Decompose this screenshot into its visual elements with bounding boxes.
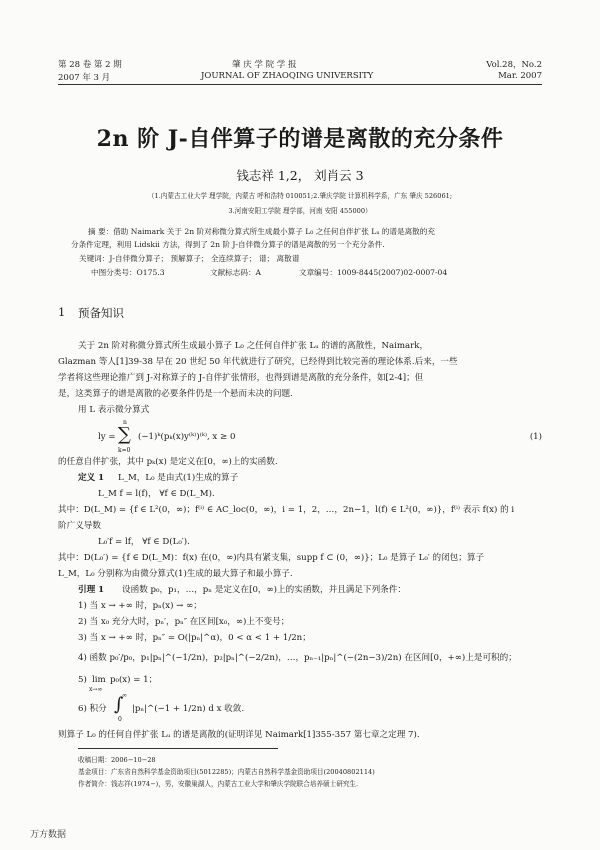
abstract-line-2: 分条件定理，利用 Lidskii 方法，得到了 2n 阶 J-自伴微分算子的谱是离散的另一个充分条件. (71, 240, 385, 249)
intro-line-4: 是，这类算子的谱是离散的必要条件仍是一个悬而未决的问题. (58, 389, 293, 399)
after-equation-text: 的任意自伴扩张，其中 pₖ(x) 是定义在[0，∞)上的实函数. (58, 457, 278, 467)
intro-line-1: 关于 2n 阶对称微分算式所生成最小算子 L₀ 之任何自伴扩张 Lᵤ 的谱的离散性，Naimark， (78, 341, 429, 351)
abstract-line-1: 摘 要：借助 Naimark 关于 2n 阶对称微分算式所生成最小算子 L₀ 之任何自伴扩张 Lᵤ 的谱是离散的充 (88, 227, 435, 236)
affiliation-line-2: 3.河南安阳工学院 理学部，河南 安阳 455000） (228, 207, 372, 215)
intro-line-2: Glazman 等人[1]39-38 早在 20 世纪 50 年代就进行了研究，已经得到比较完善的理论体系.后来，一些 (58, 357, 458, 367)
equation-sum-upper: n (123, 419, 127, 426)
integral-sign: ∫ (114, 694, 124, 715)
equation-sigma: ∑ (118, 424, 131, 445)
journal-name-en: JOURNAL OF ZHAOQING UNIVERSITY (201, 71, 374, 81)
wanfang-watermark: 万方数据 (30, 830, 67, 840)
integral-lower-limit: 0 (118, 716, 122, 723)
lemma-condition-4: 4) 函数 p₀′/p₀，p₁|pₙ|^(−1/2n)，p₂|pₙ|^(−2/2n)，…，pₙ₋₁|pₙ|^(−(2n−3)/2n) 在区间[0，+∞)上是可积的； (78, 653, 517, 663)
volume-issue-en: Vol.28，No.2 (486, 60, 542, 70)
limit-operator: lim (92, 675, 106, 685)
lemma-condition-6-label: 6) 积分 (78, 704, 107, 714)
lemma-text: 设函数 p₀，p₁，…，pₙ 是定义在[0，∞)上的实函数，并且满足下列条件： (122, 585, 406, 595)
definition-line-7: L_M，L₀ 分别称为由微分算式(1)生成的最大算子和最小算子. (58, 569, 293, 579)
equation-sum-lower: k=0 (118, 447, 131, 454)
intro-line-3: 学者将这些理论推广到 J-对称算子的 J-自伴扩张情形，也得到谱是离散的充分条件，如[2-4]；但 (58, 373, 424, 383)
equation-number: (1) (529, 432, 542, 442)
equation-term: (−1)ᵏ(pₖ(x)y⁽ᵏ⁾)⁽ᵏ⁾, x ≥ 0 (138, 432, 236, 442)
definition-line-6: 其中：D(L₀′) = {f ∈ D(L_M)：f(x) 在(0，∞)内具有紧支集，supp f ⊂ (0，∞)}；L₀ 是算子 L₀′ 的闭包；算子 (58, 553, 485, 563)
definition-line-2: L_M f = l(f)， ∀f ∈ D(L_M). (98, 489, 215, 499)
journal-name-cn: 肇 庆 学 院 学 报 (232, 60, 297, 70)
affiliation-line-1: （1.内蒙古工业大学 理学院，内蒙古 呼和浩特 010051;2.肇庆学院 计算机科学系，广东 肇庆 526061; (147, 192, 453, 200)
lemma-condition-5-text: p₀(x) = 1； (110, 675, 158, 685)
lemma-conclusion: 则算子 L₀ 的任何自伴扩张 Lᵤ 的谱是离散的(证明详见 Naimark[1]355-357 第七章之定理 7). (58, 730, 420, 740)
volume-issue-cn: 第 28 卷 第 2 期 (58, 60, 122, 70)
definition-line-4: 阶广义导数 (58, 521, 101, 531)
integral-upper-limit: ∞ (122, 692, 127, 699)
date-en: Mar. 2007 (498, 71, 542, 81)
footnote-rule (78, 748, 278, 749)
footnote-fund: 基金项目：广东省自然科学基金资助项目(5012285)；内蒙古自然科学基金资助项目(20040802114) (78, 768, 375, 776)
article-number: 文章编号：1009-8445(2007)02-0007-04 (299, 268, 448, 277)
lemma-label: 引理 1 (78, 585, 105, 595)
date-cn: 2007 年 3 月 (58, 73, 111, 83)
footnote-author: 作者简介：钱志祥(1974−)，男，安徽巢湖人，内蒙古工业大学和肇庆学院联合培养硕士研究生. (78, 780, 359, 788)
clc-number: 中图分类号：O175.3 (91, 268, 165, 277)
footnote-received: 收稿日期：2006−10−28 (78, 756, 156, 764)
header-rule (58, 84, 542, 85)
lemma-condition-5-label: 5) (78, 675, 87, 685)
limit-subscript: x→∞ (89, 686, 103, 693)
lemma-condition-1: 1) 当 x → +∞ 时，pₙ(x) → ∞； (78, 601, 202, 611)
document-code: 文献标志码：A (210, 268, 262, 277)
lemma-condition-2: 2) 当 x₀ 充分大时，pₙ′，pₙ″ 在区间[x₀，∞)上不变号； (78, 617, 290, 627)
definition-label: 定义 1 (78, 473, 105, 483)
section-title: 预备知识 (78, 306, 124, 320)
authors: 钱志祥 1,2， 刘肖云 3 (236, 168, 364, 183)
intro-line-5: 用 L 表示微分算式 (78, 405, 150, 415)
lemma-condition-6-text: |pₙ|^(−1 + 1/2n) d x 收敛. (132, 704, 245, 714)
lemma-condition-3: 3) 当 x → +∞ 时，pₙ″ = O(|pₙ|^α)，0 < α < 1 + 1/2n； (78, 633, 311, 643)
definition-line-3: 其中：D(L_M) = {f ∈ L²(0，∞)；f⁽ⁱ⁾ ∈ AC_loc(0，∞)，i = 1，2，…，2n−1，l(f) ∈ L²(0，∞)}，f⁽ⁱ⁾ 表示 f(x) 的 i (58, 505, 515, 515)
definition-line-5: L₀′f = lf， ∀f ∈ D(L₀′). (98, 537, 190, 547)
keywords: 关键词：J-自伴微分算子； 预解算子； 全连续算子； 谱； 离散谱 (79, 254, 300, 263)
equation-lhs: ly = (98, 432, 116, 442)
section-number: 1 (58, 305, 66, 319)
paper-title: 2n 阶 J-自伴算子的谱是离散的充分条件 (96, 126, 504, 152)
definition-text: L_M，L₀ 是由式(1)生成的算子 (118, 473, 239, 483)
